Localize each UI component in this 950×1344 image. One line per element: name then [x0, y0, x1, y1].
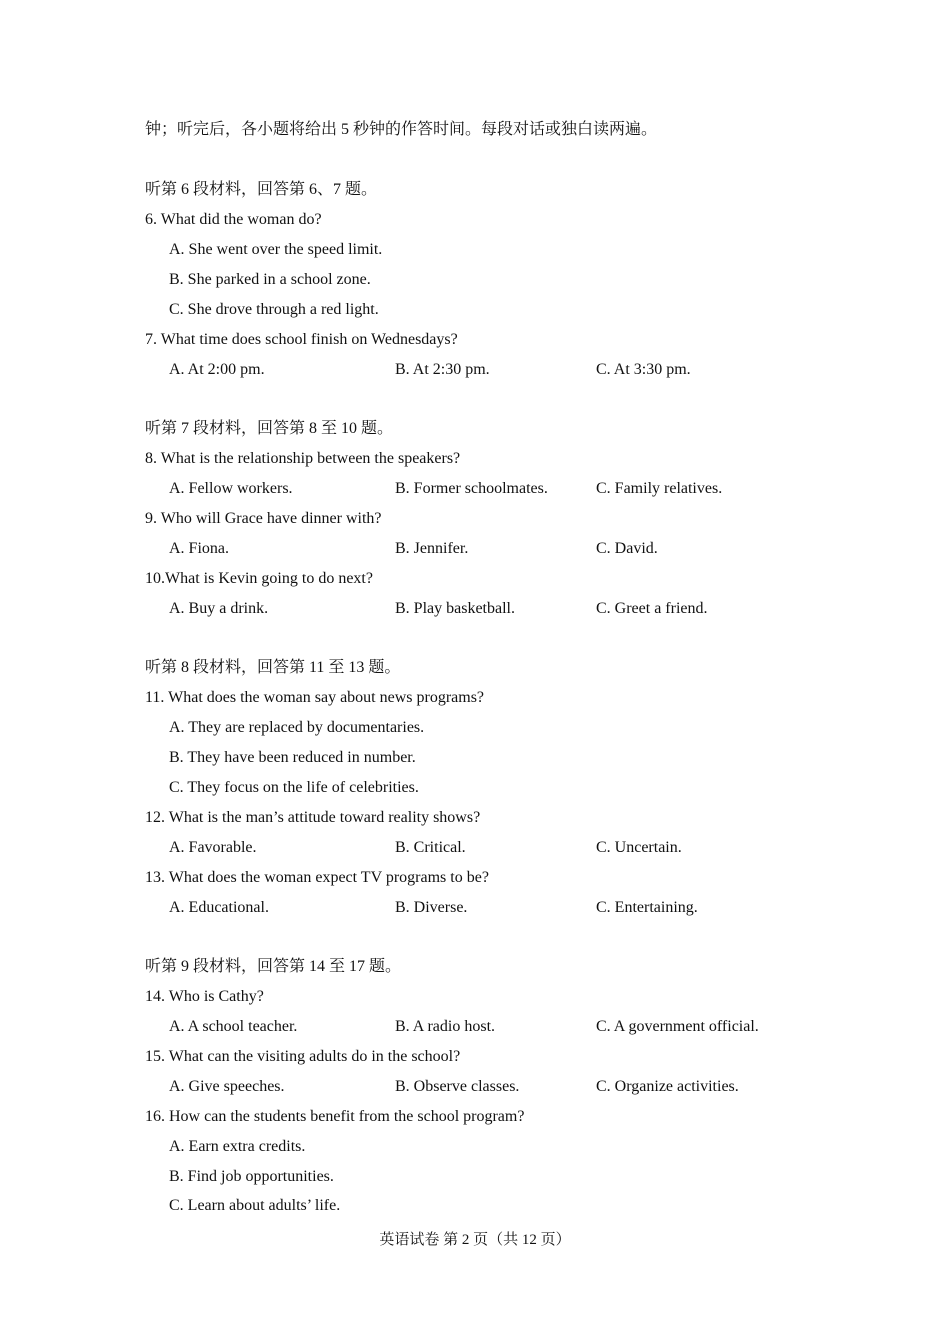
option: B. Observe classes.	[395, 1078, 520, 1095]
section-heading: 听第 8 段材料，回答第 11 至 13 题。	[145, 659, 401, 676]
option: A. They are replaced by documentaries.	[169, 719, 425, 736]
question-stem: 16. How can the students benefit from the school program?	[145, 1108, 525, 1125]
question-stem: 15. What can the visiting adults do in the school?	[145, 1048, 461, 1065]
option: C. Uncertain.	[596, 839, 682, 856]
question-stem: 7. What time does school finish on Wednesdays?	[145, 331, 458, 348]
option: C. Greet a friend.	[596, 600, 708, 617]
option: C. A government official.	[596, 1018, 759, 1035]
option: B. They have been reduced in number.	[169, 749, 416, 766]
option: A. A school teacher.	[169, 1018, 298, 1035]
option: C. Organize activities.	[596, 1078, 739, 1095]
section-heading: 听第 9 段材料，回答第 14 至 17 题。	[145, 958, 402, 975]
option: C. At 3:30 pm.	[596, 361, 691, 378]
option: A. At 2:00 pm.	[169, 361, 265, 378]
option: B. At 2:30 pm.	[395, 361, 490, 378]
option: B. Play basketball.	[395, 600, 515, 617]
option: A. Fellow workers.	[169, 480, 293, 497]
intro-text: 钟；听完后，各小题将给出 5 秒钟的作答时间。每段对话或独白读两遍。	[145, 121, 658, 138]
option: C. She drove through a red light.	[169, 301, 379, 318]
option: B. A radio host.	[395, 1018, 496, 1035]
question-stem: 6. What did the woman do?	[145, 211, 322, 228]
question-stem: 10.What is Kevin going to do next?	[145, 570, 373, 587]
option: B. Find job opportunities.	[169, 1168, 334, 1185]
option: C. They focus on the life of celebrities.	[169, 779, 419, 796]
option: A. Give speeches.	[169, 1078, 285, 1095]
question-stem: 11. What does the woman say about news programs?	[145, 689, 485, 706]
option: C. Learn about adults’ life.	[169, 1197, 341, 1214]
question-stem: 8. What is the relationship between the speakers?	[145, 450, 461, 467]
question-stem: 13. What does the woman expect TV programs to be?	[145, 869, 489, 886]
option: A. Earn extra credits.	[169, 1138, 306, 1155]
question-stem: 12. What is the man’s attitude toward reality shows?	[145, 809, 481, 826]
option: A. She went over the speed limit.	[169, 241, 383, 258]
section-heading: 听第 7 段材料，回答第 8 至 10 题。	[145, 420, 394, 437]
option: C. David.	[596, 540, 658, 557]
option: B. Diverse.	[395, 899, 468, 916]
option: B. She parked in a school zone.	[169, 271, 371, 288]
section-heading: 听第 6 段材料，回答第 6、7 题。	[145, 181, 378, 198]
option: B. Jennifer.	[395, 540, 469, 557]
option: C. Family relatives.	[596, 480, 723, 497]
option: A. Fiona.	[169, 540, 229, 557]
question-stem: 9. Who will Grace have dinner with?	[145, 510, 382, 527]
question-stem: 14. Who is Cathy?	[145, 988, 264, 1005]
option: A. Educational.	[169, 899, 269, 916]
page-footer: 英语试卷 第 2 页（共 12 页）	[379, 1232, 571, 1248]
option: A. Buy a drink.	[169, 600, 269, 617]
option: B. Critical.	[395, 839, 466, 856]
option: B. Former schoolmates.	[395, 480, 548, 497]
option: C. Entertaining.	[596, 899, 698, 916]
option: A. Favorable.	[169, 839, 257, 856]
